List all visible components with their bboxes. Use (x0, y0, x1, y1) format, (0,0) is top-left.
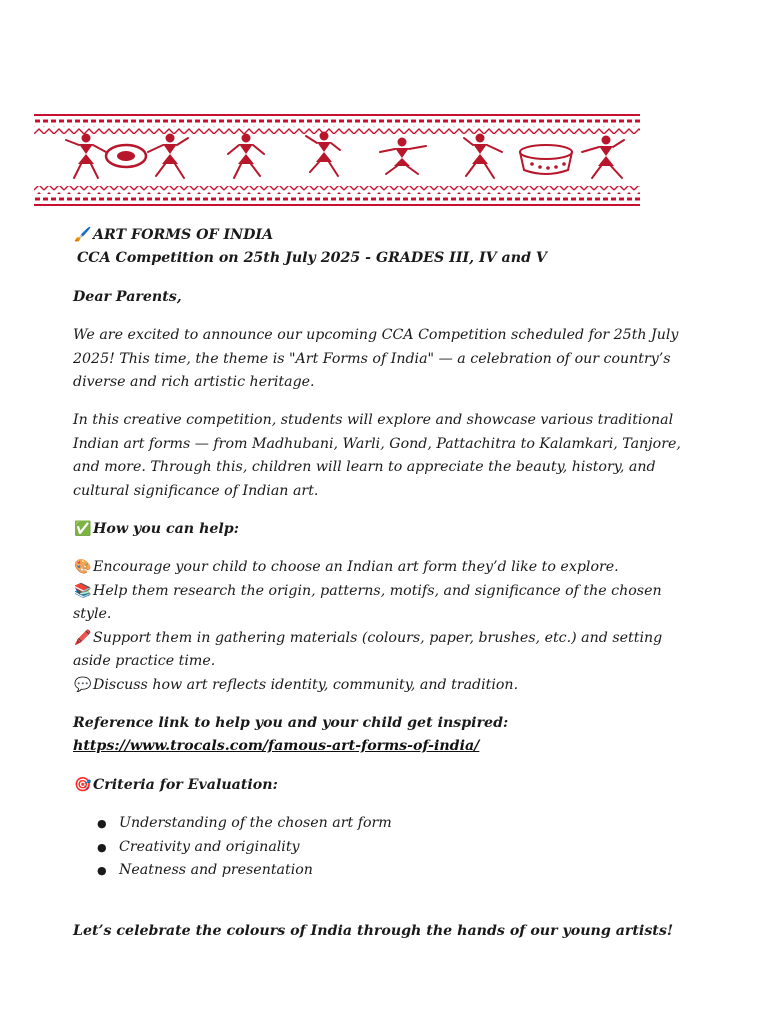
help-list (73, 556, 693, 696)
list-item: ● Understanding of the chosen art form (73, 812, 693, 835)
target-icon: 🎯 (74, 776, 92, 793)
help-item: 💬Discuss how art reflects identity, community, and tradition. (73, 674, 693, 697)
drum-figure (106, 145, 146, 167)
reference-label: Reference link to help you and your child get inspired: (73, 714, 509, 731)
crayon-icon: 🖍️ (74, 629, 92, 646)
list-item: ● Neatness and presentation (73, 859, 693, 882)
check-mark-icon: ✅ (74, 521, 92, 538)
warli-dancer-figure (228, 134, 264, 179)
description-paragraph: In this creative competition, students will explore and showcase various traditional Indian art forms — from Madhubani, Warli, Gond, Pattachitra to Kalamkari, Tanjore, and more. Through this, children will learn to appreciate the beauty, history, and cultural significance of Indian art. (73, 412, 681, 499)
reference-link[interactable]: https://www.trocals.com/famous-art-forms-of-india/ (73, 738, 480, 755)
paintbrush-icon: 🖌️ (74, 227, 92, 243)
speech-bubble-icon: 💬 (74, 676, 92, 693)
bottom-border (34, 186, 640, 206)
letter-title: 🖌️ART FORMS OF INDIA (73, 224, 693, 247)
books-icon: 📚 (74, 582, 92, 599)
greeting: Dear Parents, (73, 288, 182, 305)
top-border (34, 114, 640, 134)
warli-dancer-figure (66, 134, 106, 179)
competition-subtitle: CCA Competition on 25th July 2025 - GRADES III, IV and V (77, 250, 547, 267)
warli-dancer-figure (306, 132, 340, 177)
warli-dancer-figure (464, 134, 502, 179)
warli-dancer-figure (582, 136, 624, 179)
warli-banner (34, 112, 640, 208)
palette-icon: 🎨 (74, 559, 92, 576)
warli-dancer-figure (148, 134, 188, 179)
closing-line: Let’s celebrate the colours of India through the hands of our young artists! (73, 923, 674, 940)
help-heading: ✅How you can help: (73, 518, 693, 541)
letter-body (73, 224, 693, 944)
dhol-drum-figure (520, 145, 572, 174)
help-item: 🎨Encourage your child to choose an Indian art form they’d like to explore. (73, 556, 693, 579)
list-item: ● Creativity and originality (73, 836, 693, 859)
warli-dancer-figure (380, 138, 426, 175)
criteria-list (73, 812, 693, 882)
help-item: 📚Help them research the origin, patterns, motifs, and significance of the chosen style. (73, 580, 693, 627)
help-item: 🖍️Support them in gathering materials (colours, paper, brushes, etc.) and setting aside practice time. (73, 627, 693, 674)
intro-paragraph: We are excited to announce our upcoming CCA Competition scheduled for 25th July 2025! This time, the theme is "Art Forms of India" — a celebration of our country’s diverse and rich artistic heritage. (73, 327, 679, 391)
criteria-heading: 🎯Criteria for Evaluation: (73, 774, 693, 797)
